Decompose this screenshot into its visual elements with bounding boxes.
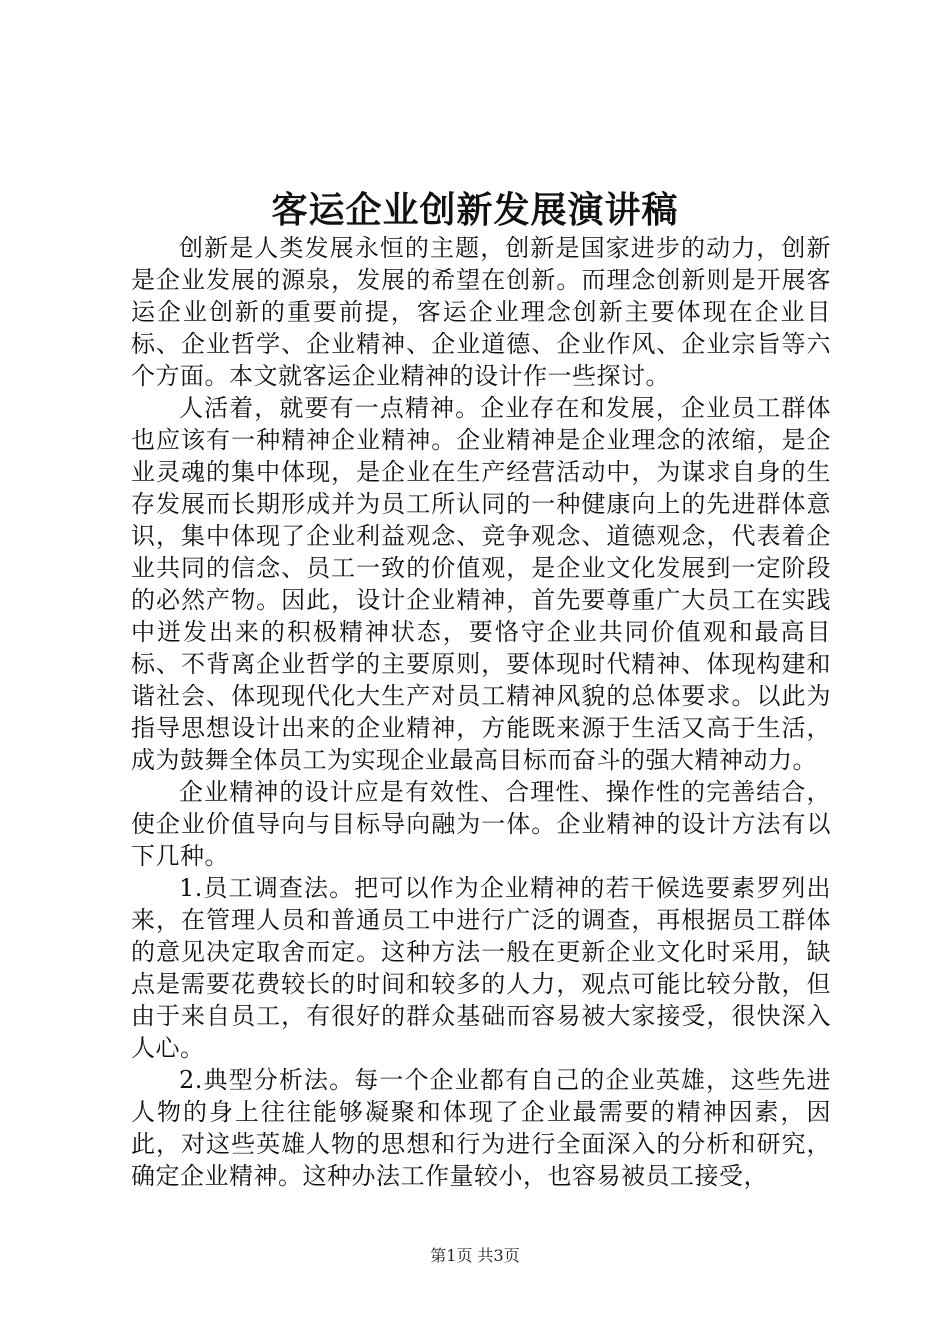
document-title: 客运企业创新发展演讲稿 — [271, 189, 679, 231]
page-number-footer: 第1页 共3页 — [430, 1246, 520, 1265]
paragraph-intro: 创新是人类发展永恒的主题，创新是国家进步的动力，创新是企业发展的源泉，发展的希望在创新。而理念创新则是开展客运企业创新的重要前提，客运企业理念创新主要体现在企业目标、企业哲学、企业精神、企业道德、企业作风、企业宗旨等六个方面。本文就客运企业精神的设计作一些探讨。 — [131, 234, 831, 390]
paragraph-spirit: 人活着，就要有一点精神。企业存在和发展，企业员工群体也应该有一种精神企业精神。企业精神是企业理念的浓缩，是企业灵魂的集中体现，是企业在生产经营活动中，为谋求自身的生存发展而长期形成并为员工所认同的一种健康向上的先进群体意识，集中体现了企业利益观念、竞争观念、道德观念，代表着企业共同的信念、员工一致的价值观，是企业文化发展到一定阶段的必然产物。因此，设计企业精神，首先要尊重广大员工在实践中迸发出来的积极精神状态，要恪守企业共同价值观和最高目标、不背离企业哲学的主要原则，要体现时代精神、体现构建和谐社会、体现现代化大生产对员工精神风貌的总体要求。以此为指导思想设计出来的企业精神，方能既来源于生活又高于生活，成为鼓舞全体员工为实现企业最高目标而奋斗的强大精神动力。 — [131, 394, 831, 774]
paragraph-method-survey: 1.员工调查法。把可以作为企业精神的若干候选要素罗列出来，在管理人员和普通员工中进行广泛的调查，再根据员工群体的意见决定取舍而定。这种方法一般在更新企业文化时采用，缺点是需要花费较长的时间和较多的人力，观点可能比较分散，但由于来自员工，有很好的群众基础而容易被大家接受，很快深入人心。 — [131, 874, 831, 1062]
document-body — [131, 232, 831, 1192]
paragraph-method-typical: 2.典型分析法。每一个企业都有自己的企业英雄，这些先进人物的身上往往能够凝聚和体现了企业最需要的精神因素，因此，对这些英雄人物的思想和行为进行全面深入的分析和研究，确定企业精神。这种办法工作量较小，也容易被员工接受， — [131, 1066, 831, 1190]
paragraph-design: 企业精神的设计应是有效性、合理性、操作性的完善结合，使企业价值导向与目标导向融为一体。企业精神的设计方法有以下几种。 — [131, 778, 831, 870]
